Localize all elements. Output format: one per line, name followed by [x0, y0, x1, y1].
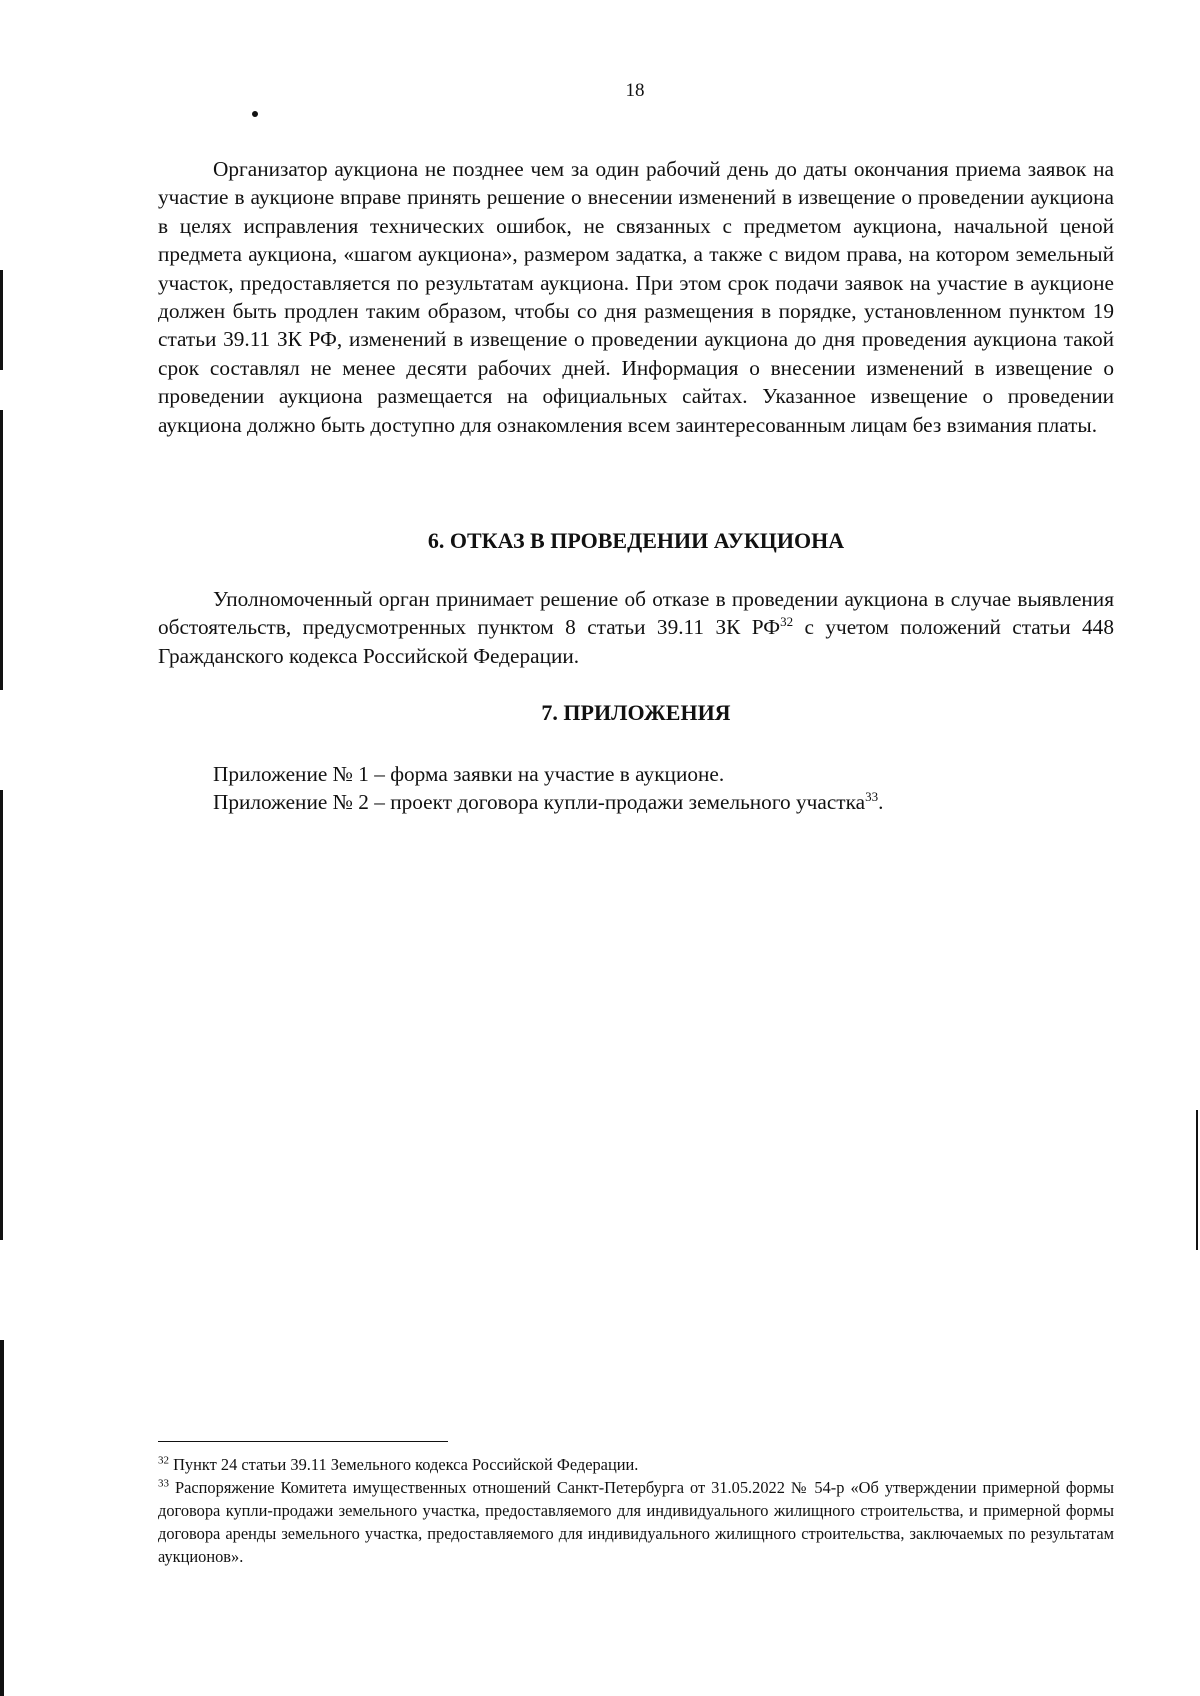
footnote-33	[158, 1476, 1114, 1568]
appendix-2-text: Приложение № 2 – проект договора купли-продажи земельного участка	[213, 790, 866, 815]
page-number: 18	[625, 80, 645, 101]
section-6-text-part1: Уполномоченный орган принимает решение об отказе в проведении аукциона в случае выявления обстоятельств, предусмотренных пунктом 8 статьи 39.11 ЗК РФ	[158, 587, 1114, 640]
section-7-body	[158, 760, 1114, 817]
appendix-2-line	[158, 788, 1114, 816]
appendix-1-line: Приложение № 1 – форма заявки на участие в аукционе.	[213, 762, 725, 786]
section-7	[158, 700, 1114, 726]
footnote-32	[158, 1453, 1114, 1476]
footnote-separator	[158, 1441, 448, 1442]
scan-edge-mark	[0, 410, 3, 690]
footnote-number: 33	[158, 1477, 169, 1490]
section-6	[158, 528, 1114, 554]
scan-edge-mark	[0, 1340, 4, 1696]
section-7-heading: 7. ПРИЛОЖЕНИЯ	[541, 700, 731, 725]
main-text	[158, 155, 1114, 439]
footnotes	[158, 1453, 1114, 1568]
scan-edge-mark	[0, 270, 3, 370]
footnote-text: Распоряжение Комитета имущественных отношений Санкт-Петербурга от 31.05.2022 № 54-р «Об утверждении примерной формы договора купли-продажи земельного участка, предоставляемого для индивидуального жилищного строительства, и примерной формы договора аренды земельного участка, предоставляемого для индивидуального жилищного строительства, заключаемых по результатам аукционов».	[158, 1478, 1114, 1566]
scan-dot-mark	[252, 111, 258, 117]
appendix-2-end: .	[878, 790, 884, 815]
footnote-ref-33: 33	[865, 789, 879, 805]
scan-edge-mark	[0, 790, 3, 1240]
scan-edge-mark	[1196, 1110, 1198, 1250]
section-6-body	[158, 585, 1114, 670]
footnote-number: 32	[158, 1454, 169, 1467]
footnote-text: Пункт 24 статьи 39.11 Земельного кодекса Российской Федерации.	[169, 1455, 639, 1474]
footnote-ref-32: 32	[780, 614, 794, 630]
intro-paragraph: Организатор аукциона не позднее чем за один рабочий день до даты окончания приема заявок на участие в аукционе вправе принять решение о внесении изменений в извещение о проведении аукциона в целях исправления технических ошибок, не связанных с предметом аукциона, начальной ценой предмета аукциона, «шагом аукциона», размером задатка, а также с видом права, на котором земельный участок, предоставляется по результатам аукциона. При этом срок подачи заявок на участие в аукционе должен быть продлен таким образом, чтобы со дня размещения в порядке, установленном пунктом 19 статьи 39.11 ЗК РФ, изменений в извещение о проведении аукциона до дня проведения аукциона такой срок составлял не менее десяти рабочих дней. Информация о внесении изменений в извещение о проведении аукциона размещается на официальных сайтах. Указанное извещение о проведении аукциона должно быть доступно для ознакомления всем заинтересованным лицам без взимания платы.	[158, 157, 1114, 437]
section-6-heading: 6. ОТКАЗ В ПРОВЕДЕНИИ АУКЦИОНА	[427, 528, 845, 553]
section-6-text-part2: с учетом положений статьи 448 Гражданского кодекса Российской Федерации.	[158, 615, 1114, 668]
section-6-paragraph	[158, 585, 1114, 670]
